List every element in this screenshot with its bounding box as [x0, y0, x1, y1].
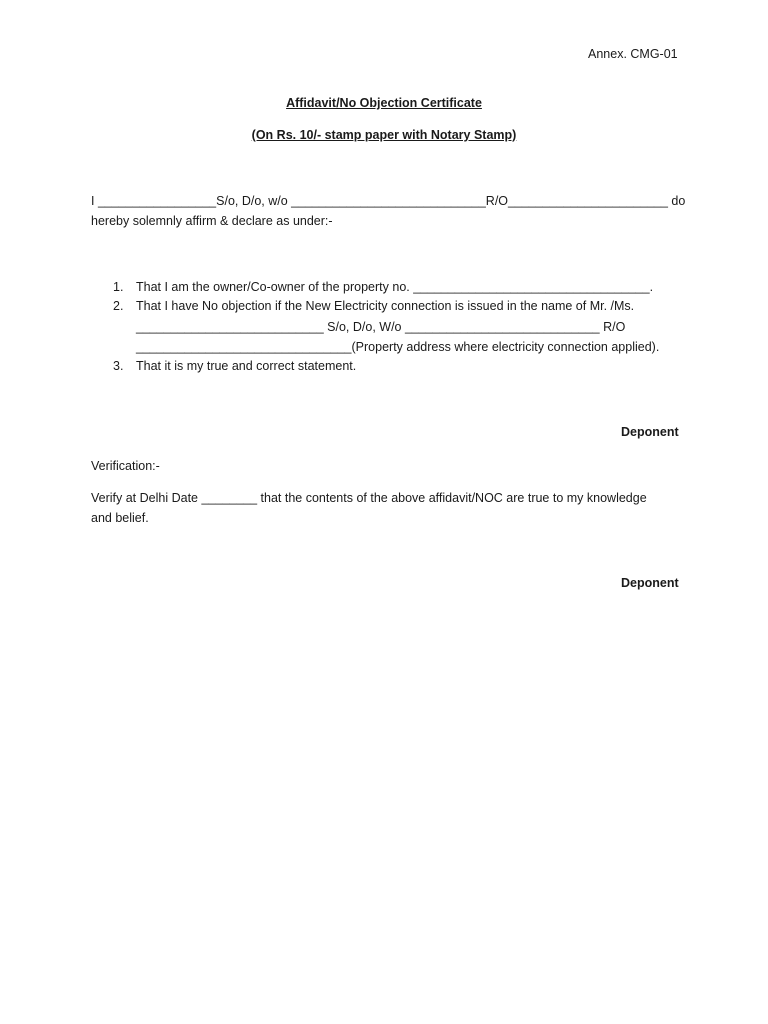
- list-item-number: 1.: [113, 280, 124, 294]
- list-item-text: That I have No objection if the New Electricity connection is issued in the name of Mr. /Ms.: [136, 299, 635, 313]
- list-item-text: ___________________________ S/o, D/o, W/o ____________________________ R/O: [136, 320, 626, 334]
- deponent-signature-2: Deponent: [621, 576, 679, 590]
- list-item-number: 3.: [113, 359, 124, 373]
- annex-reference: Annex. CMG-01: [588, 47, 678, 61]
- list-item-text: That I am the owner/Co-owner of the property no. __________________________________.: [136, 280, 654, 294]
- intro-line-1: I _________________S/o, D/o, w/o ____________________________R/O_______________________ do: [91, 194, 686, 208]
- document-title: Affidavit/No Objection Certificate: [286, 96, 482, 110]
- verification-line-1: Verify at Delhi Date ________ that the contents of the above affidavit/NOC are true to my knowledge: [91, 491, 647, 505]
- verification-line-2: and belief.: [91, 511, 149, 525]
- verification-heading: Verification:-: [91, 459, 160, 473]
- list-item-number: 2.: [113, 299, 124, 313]
- document-subtitle: (On Rs. 10/- stamp paper with Notary Stamp): [251, 128, 517, 142]
- list-item-text: _______________________________(Property address where electricity connection applied).: [136, 340, 660, 354]
- list-item-text: That it is my true and correct statement.: [136, 359, 357, 373]
- intro-line-2: hereby solemnly affirm & declare as under:-: [91, 214, 333, 228]
- deponent-signature-1: Deponent: [621, 425, 679, 439]
